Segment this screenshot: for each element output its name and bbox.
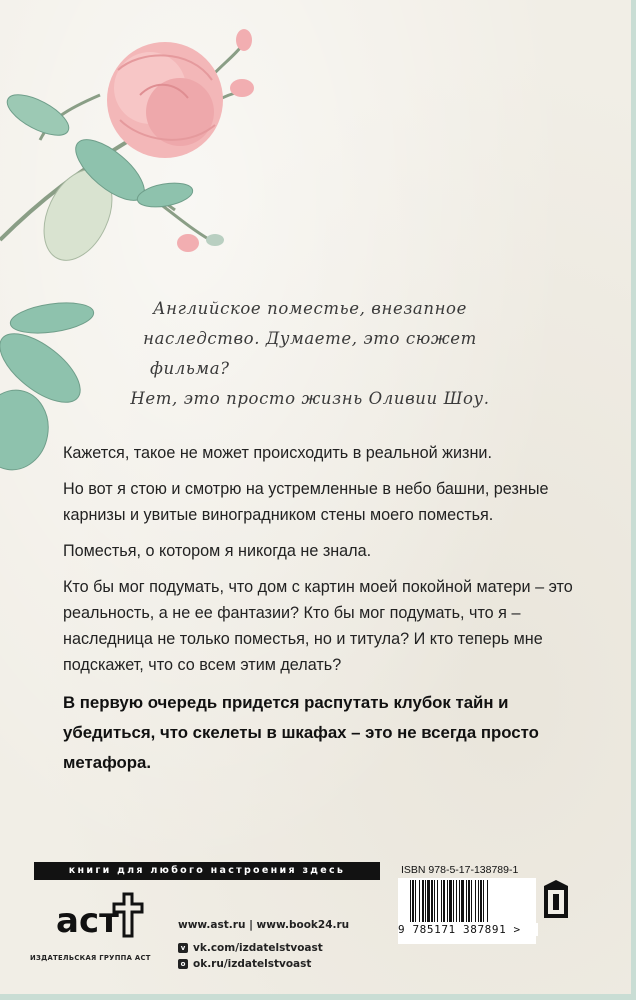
barcode-bar	[427, 880, 430, 922]
barcode-bar	[415, 880, 416, 922]
vk-icon: v	[178, 943, 188, 953]
barcode-digits: 9 785171 387891 >	[398, 923, 538, 936]
tagline-line-2: наследство. Думаете, это сюжет	[143, 329, 477, 348]
cover-edge-right	[631, 0, 636, 1000]
barcode-bar	[410, 880, 411, 922]
barcode-bar	[461, 880, 464, 922]
ok-icon: o	[178, 959, 188, 969]
barcode-bar	[437, 880, 438, 922]
barcode-bar	[425, 880, 426, 922]
barcode-bar	[475, 880, 476, 922]
barcode-bar	[449, 880, 452, 922]
ok-link[interactable]	[178, 956, 323, 972]
barcode-bar	[468, 880, 470, 922]
vk-link[interactable]	[178, 940, 323, 956]
tagline	[110, 294, 510, 414]
barcode-bar	[434, 880, 435, 922]
ast-logo-text: аст	[56, 901, 119, 940]
barcode-bar	[471, 880, 472, 922]
cover-edge-bottom	[0, 994, 636, 1000]
barcode-bar	[453, 880, 454, 922]
annotation-text	[63, 440, 585, 788]
ast-logo	[50, 890, 146, 940]
barcode-bar	[483, 880, 484, 922]
barcode-bar	[459, 880, 460, 922]
barcode-bar	[456, 880, 457, 922]
barcode-bar	[422, 880, 424, 922]
tagline-line-1: Английское поместье, внезапное	[153, 299, 467, 318]
barcode	[408, 880, 532, 924]
isbn-label: ISBN 978-5-17-138789-1	[401, 864, 519, 876]
paragraph-1: Кажется, такое не может происходить в реальной жизни.	[63, 444, 492, 462]
lantern-icon	[541, 880, 571, 920]
paragraph-3: Поместья, о котором я никогда не знала.	[63, 542, 372, 560]
barcode-bar	[487, 880, 488, 922]
barcode-bar	[419, 880, 420, 922]
barcode-bar	[441, 880, 442, 922]
publisher-websites	[178, 916, 349, 934]
tagline-line-4: Нет, это просто жизнь Оливии Шоу.	[130, 389, 490, 408]
barcode-bar	[480, 880, 482, 922]
social-links	[178, 940, 323, 972]
paragraph-4: Кто бы мог подумать, что дом с картин моей покойной матери – это реальность, а не ее фантазии? Кто бы мог подумать, что я – наследница не только поместья, но и титула? И кто теперь мне подскажет, что со всем этим делать?	[63, 578, 573, 674]
barcode-bar	[431, 880, 433, 922]
barcode-bar	[478, 880, 479, 922]
barcode-bar	[447, 880, 448, 922]
paragraph-2: Но вот я стою и смотрю на устремленные в небо башни, резные карнизы и увитые виноградником стены моего поместья.	[63, 480, 549, 524]
barcode-bar	[466, 880, 467, 922]
websites-line[interactable]: www.ast.ru | www.book24.ru	[178, 919, 350, 931]
vk-link-text: vk.com/izdatelstvoast	[193, 942, 323, 954]
publisher-name: ИЗДАТЕЛЬСКАЯ ГРУППА АСТ	[30, 954, 151, 962]
barcode-bar	[443, 880, 445, 922]
slogan-banner: книги для любого настроения здесь	[34, 862, 380, 880]
ok-link-text: ok.ru/izdatelstvoast	[193, 958, 312, 970]
barcode-bar	[412, 880, 414, 922]
tagline-line-3: фильма?	[150, 359, 230, 378]
paragraph-5-bold: В первую очередь придется распутать клубок тайн и убедиться, что скелеты в шкафах – это не всегда просто метафора.	[63, 693, 539, 772]
